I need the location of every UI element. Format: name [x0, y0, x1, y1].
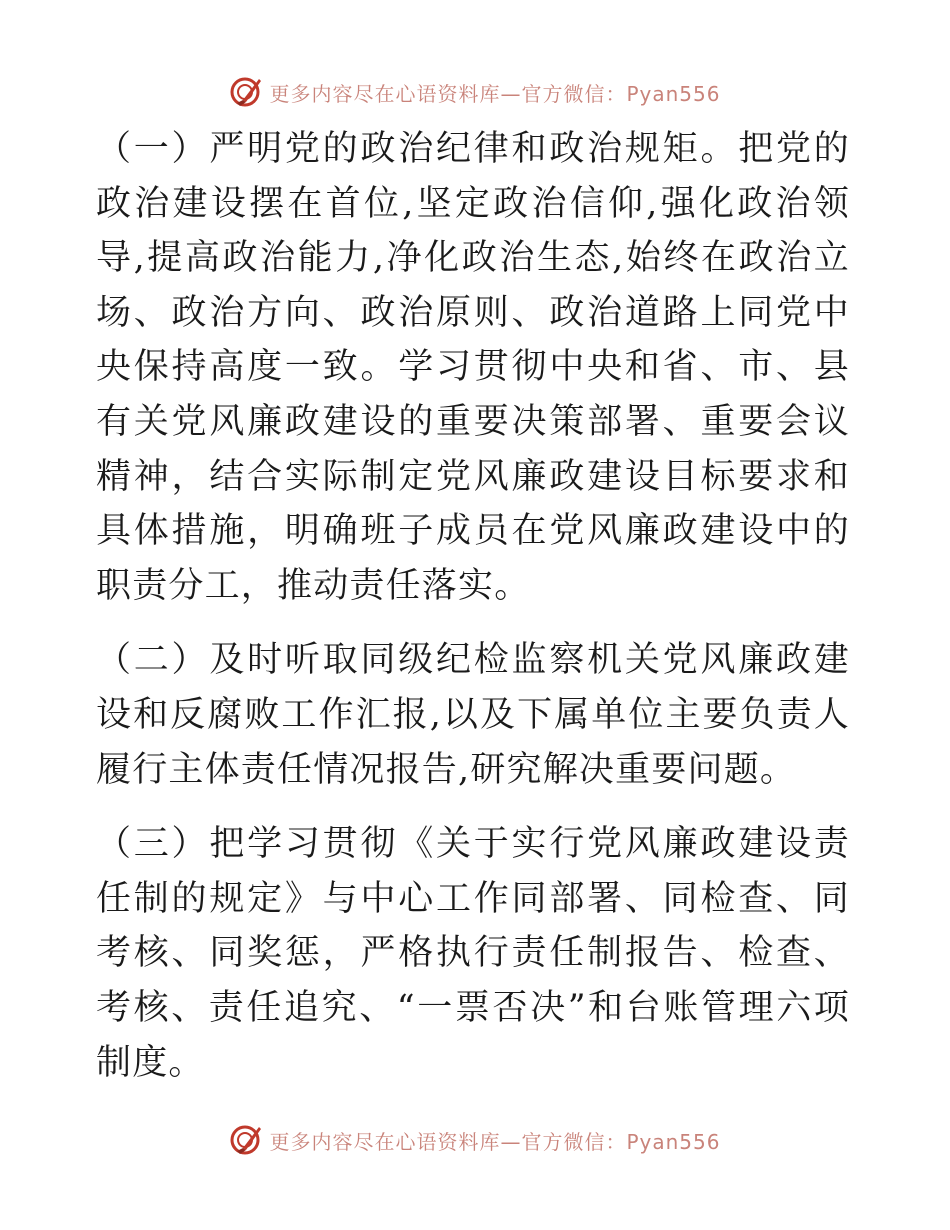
paragraph-3: （三）把学习贯彻《关于实行党风廉政建设责任制的规定》与中心工作同部署、同检查、同考核、同奖惩，严格执行责任制报告、检查、考核、责任追究、“一票否决”和台账管理六项制度。 [96, 824, 850, 1083]
quill-logo-icon [229, 75, 263, 109]
header-banner [0, 72, 950, 112]
paragraph-2: （二）及时听取同级纪检监察机关党风廉政建设和反腐败工作汇报,以及下属单位主要负责人履行主体责任情况报告,研究解决重要问题。 [96, 640, 850, 790]
paragraph-1: （一）严明党的政治纪律和政治规矩。把党的政治建设摆在首位,坚定政治信仰,强化政治领导,提高政治能力,净化政治生态,始终在政治立场、政治方向、政治原则、政治道路上同党中央保持高度一致。学习贯彻中央和省、市、县有关党风廉政建设的重要决策部署、重要会议精神，结合实际制定党风廉政建设目标要求和具体措施，明确班子成员在党风廉政建设中的职责分工，推动责任落实。 [96, 129, 850, 606]
footer-banner-text: 更多内容尽在心语资料库—官方微信：Pyan556 [269, 1129, 721, 1154]
quill-logo-icon [229, 1123, 263, 1157]
header-banner-text: 更多内容尽在心语资料库—官方微信：Pyan556 [269, 81, 721, 106]
footer-banner [0, 1120, 950, 1160]
document-body [96, 122, 850, 1110]
